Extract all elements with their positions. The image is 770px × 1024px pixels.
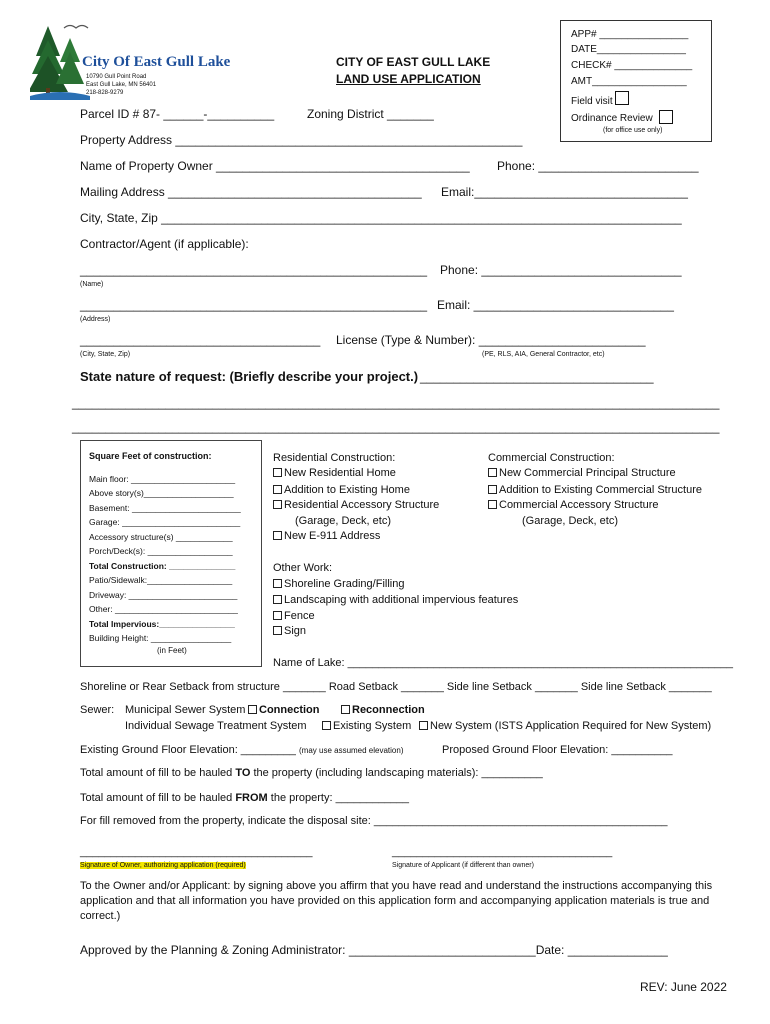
- contractor-city-line[interactable]: ____________________________________: [80, 333, 321, 347]
- commercial-note: (Garage, Deck, etc): [522, 515, 618, 527]
- fill-to-field[interactable]: [80, 767, 543, 779]
- checkbox[interactable]: [273, 500, 282, 509]
- disposal-site-field[interactable]: For fill removed from the property, indicate the disposal site: ________________________________________________: [80, 815, 668, 827]
- owner-phone-field[interactable]: Phone: ________________________: [497, 159, 699, 173]
- office-check: CHECK# ______________: [571, 60, 693, 71]
- other-option[interactable]: [273, 610, 315, 622]
- nature-line-2[interactable]: _________________________________________________________________________________________________: [72, 396, 720, 410]
- nature-heading: State nature of request: (Briefly describe your project.): [80, 369, 419, 384]
- contractor-phone-field[interactable]: Phone: ______________________________: [440, 263, 682, 277]
- option-label: Reconnection: [352, 704, 425, 716]
- owner-signature-label: Signature of Owner, authorizing application (required): [80, 862, 246, 869]
- contractor-name-line[interactable]: ____________________________________________________: [80, 263, 428, 277]
- contractor-address-label: (Address): [80, 316, 111, 323]
- approved-field[interactable]: Approved by the Planning & Zoning Administrator: ____________________________Date: _______________: [80, 943, 668, 957]
- existing-elevation-field[interactable]: Existing Ground Floor Elevation: _________: [80, 744, 296, 756]
- setback-field[interactable]: Shoreline or Rear Setback from structure _______ Road Setback _______ Side line Setback _______ Side line Setback _______: [80, 681, 712, 693]
- residential-option[interactable]: [273, 484, 410, 496]
- residential-note: (Garage, Deck, etc): [295, 515, 391, 527]
- contractor-city-label: (City, State, Zip): [80, 351, 131, 358]
- commercial-option[interactable]: [488, 467, 676, 479]
- residential-option[interactable]: [273, 499, 439, 511]
- logo-address-1: 10790 Gull Point Road: [86, 74, 147, 80]
- sqft-title: Square Feet of construction:: [89, 451, 212, 461]
- contractor-license-field[interactable]: License (Type & Number): _________________________: [336, 333, 646, 347]
- other-option[interactable]: [273, 625, 306, 637]
- option-label: Existing System: [333, 720, 412, 732]
- property-address-field[interactable]: Property Address ____________________________________________________: [80, 133, 523, 147]
- checkbox[interactable]: [488, 500, 497, 509]
- option-label: New E-911 Address: [284, 530, 381, 542]
- city-logo: [30, 22, 231, 102]
- lake-name-field[interactable]: Name of Lake: _______________________________________________________________: [273, 657, 734, 669]
- fill-to-text-end: the property (including landscaping materials): __________: [250, 767, 543, 779]
- sqft-item[interactable]: Porch/Deck(s): __________________: [89, 546, 233, 556]
- sqft-item[interactable]: Accessory structure(s) ____________: [89, 532, 233, 542]
- city-state-zip-field[interactable]: City, State, Zip ______________________________________________________________________________: [80, 211, 682, 225]
- title-city: CITY OF EAST GULL LAKE: [336, 55, 491, 69]
- logo-name: City Of East Gull Lake: [82, 54, 231, 70]
- commercial-option[interactable]: [488, 484, 702, 496]
- fill-to-bold: TO: [235, 767, 251, 779]
- proposed-elevation-field[interactable]: Proposed Ground Floor Elevation: __________: [442, 744, 673, 756]
- sqft-item[interactable]: Building Height: _________________: [89, 633, 232, 643]
- other-option[interactable]: [273, 578, 404, 590]
- owner-name-field[interactable]: Name of Property Owner ______________________________________: [80, 159, 470, 173]
- mailing-address-field[interactable]: Mailing Address ______________________________________: [80, 185, 422, 199]
- commercial-title: Commercial Construction:: [488, 452, 615, 464]
- office-app: APP# ________________: [571, 29, 689, 40]
- fill-from-bold: FROM: [235, 792, 268, 804]
- sewer-label: Sewer:: [80, 704, 115, 716]
- sqft-item[interactable]: Garage: _________________________: [89, 517, 241, 527]
- logo-address-2: East Gull Lake, MN 56401: [86, 82, 157, 88]
- fill-from-field[interactable]: [80, 792, 409, 804]
- sqft-item[interactable]: Total Construction: ______________: [89, 561, 236, 571]
- other-option[interactable]: [273, 594, 518, 606]
- checkbox[interactable]: [488, 485, 497, 494]
- option-label: New Commercial Principal Structure: [499, 467, 676, 479]
- reconnection-option[interactable]: [341, 704, 425, 716]
- checkbox[interactable]: [273, 626, 282, 635]
- sqft-item[interactable]: Above story(s)___________________: [89, 488, 234, 498]
- office-amt: AMT_________________: [571, 76, 687, 87]
- contractor-license-label: (PE, RLS, AIA, General Contractor, etc): [482, 351, 605, 358]
- tree-logo-icon: [30, 22, 90, 100]
- sqft-item[interactable]: Driveway: _______________________: [89, 590, 238, 600]
- contractor-name-label: (Name): [80, 281, 104, 288]
- option-label: Landscaping with additional impervious features: [284, 594, 519, 606]
- residential-title: Residential Construction:: [273, 452, 396, 464]
- option-label: Fence: [284, 610, 315, 622]
- logo-phone: 218-828-9279: [86, 90, 124, 96]
- checkbox[interactable]: [273, 485, 282, 494]
- option-label: Commercial Accessory Structure: [499, 499, 659, 511]
- option-label: Addition to Existing Home: [284, 484, 410, 496]
- option-label: Residential Accessory Structure: [284, 499, 440, 511]
- applicant-signature-label: Signature of Applicant (if different than owner): [392, 862, 534, 869]
- affirmation-text: To the Owner and/or Applicant: by signing above you affirm that you have read and understand the instructions accompanying this application and that all information you have provided on this application form and accompanying application materials is true and correct.): [80, 880, 713, 922]
- zoning-district-field[interactable]: Zoning District _______: [307, 107, 434, 121]
- ordinance-review-checkbox[interactable]: [659, 110, 673, 124]
- owner-signature-line[interactable]: ______________________________________: [80, 846, 313, 858]
- individual-sewage-label: Individual Sewage Treatment System: [125, 720, 307, 732]
- connection-option[interactable]: [248, 704, 320, 716]
- checkbox[interactable]: [488, 468, 497, 477]
- checkbox[interactable]: [322, 721, 331, 730]
- checkbox[interactable]: [273, 579, 282, 588]
- nature-line-3[interactable]: _________________________________________________________________________________________________: [72, 420, 720, 434]
- applicant-signature-line[interactable]: ____________________________________: [392, 846, 613, 858]
- option-label: Connection: [259, 704, 320, 716]
- fill-from-text: Total amount of fill to be hauled: [80, 792, 236, 804]
- office-ordinance-review: Ordinance Review: [571, 113, 653, 124]
- square-feet-box: [80, 440, 262, 667]
- checkbox[interactable]: [341, 705, 350, 714]
- fill-to-text: Total amount of fill to be hauled: [80, 767, 236, 779]
- existing-system-option[interactable]: [322, 720, 411, 732]
- sqft-item[interactable]: Other: __________________________: [89, 604, 238, 614]
- residential-option[interactable]: [273, 467, 396, 479]
- other-work-title: Other Work:: [273, 562, 333, 574]
- parcel-id-field[interactable]: Parcel ID # 87- ______-__________: [80, 107, 275, 121]
- option-label: Shoreline Grading/Filling: [284, 578, 405, 590]
- sqft-item[interactable]: Total Impervious:________________: [89, 619, 235, 629]
- sqft-in-feet: (in Feet): [157, 646, 187, 655]
- checkbox[interactable]: [248, 705, 257, 714]
- option-label: Addition to Existing Commercial Structure: [499, 484, 702, 496]
- checkbox[interactable]: [273, 611, 282, 620]
- office-note: (for office use only): [603, 127, 663, 134]
- option-label: New Residential Home: [284, 467, 396, 479]
- sqft-item[interactable]: Basement: _______________________: [89, 503, 241, 513]
- new-system-option[interactable]: [419, 720, 711, 732]
- contractor-heading: Contractor/Agent (if applicable):: [80, 237, 249, 251]
- field-visit-checkbox[interactable]: [615, 91, 629, 105]
- office-field-visit: Field visit: [571, 96, 613, 107]
- elevation-note: (may use assumed elevation): [299, 746, 404, 755]
- contractor-address-line[interactable]: ____________________________________________________: [80, 298, 428, 312]
- office-date: DATE________________: [571, 44, 686, 55]
- option-label: New System (ISTS Application Required for New System): [430, 720, 712, 732]
- municipal-sewer-label: Municipal Sewer System: [125, 704, 246, 716]
- title-application: LAND USE APPLICATION: [336, 72, 481, 86]
- office-use-box: [560, 20, 712, 142]
- option-label: Sign: [284, 625, 307, 637]
- e911-option[interactable]: [273, 530, 380, 542]
- contractor-email-field[interactable]: Email: ______________________________: [437, 298, 674, 312]
- checkbox[interactable]: [273, 468, 282, 477]
- checkbox[interactable]: [273, 595, 282, 604]
- nature-line-1[interactable]: ___________________________________: [420, 370, 654, 384]
- checkbox[interactable]: [419, 721, 428, 730]
- revision-label: REV: June 2022: [640, 980, 727, 994]
- fill-from-text-end: the property: ____________: [267, 792, 409, 804]
- owner-email-field[interactable]: Email:________________________________: [441, 185, 688, 199]
- sqft-item[interactable]: Patio/Sidewalk:__________________: [89, 575, 233, 585]
- commercial-option[interactable]: [488, 499, 659, 511]
- checkbox[interactable]: [273, 531, 282, 540]
- sqft-item[interactable]: Main floor: ______________________: [89, 474, 236, 484]
